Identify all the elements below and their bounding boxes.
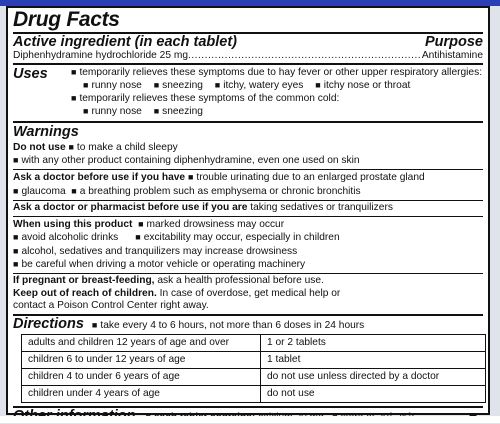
bullet-icon: ■ [91, 320, 98, 331]
bullet-icon: ■ [135, 232, 141, 243]
bullet-icon: ■ [13, 154, 19, 165]
table-cell-age: children under 4 years of age [22, 385, 261, 402]
symptom: runny nose [91, 79, 142, 91]
table-row [22, 385, 486, 402]
bullet-icon: ■ [315, 79, 321, 90]
symptom: sneezing [162, 79, 203, 91]
when-using-4: alcohol, sedatives and tranquilizers may increase drowsiness [21, 245, 298, 257]
table-cell-dose: 1 or 2 tablets [261, 334, 486, 351]
ask-pharmacist-text: taking sedatives or tranquilizers [250, 201, 393, 213]
directions-intro: take every 4 to 6 hours, not more than 6 doses in 24 hours [100, 320, 365, 332]
bullet-icon: ■ [13, 245, 19, 256]
bullet-icon: ■ [13, 232, 19, 243]
pregnancy-text: ask a health professional before use. [157, 275, 324, 287]
divider [13, 121, 483, 123]
table-row [22, 351, 486, 368]
drug-facts-title: Drug Facts [13, 8, 120, 31]
when-using-3: excitability may occur, especially in children [143, 232, 340, 244]
table-row [22, 334, 486, 351]
table-cell-dose: do not use unless directed by a doctor [261, 368, 486, 385]
ask-pharmacist-block [13, 201, 483, 216]
symptom: itchy nose or throat [323, 79, 411, 91]
bullet-icon: ■ [153, 79, 160, 90]
ask-doctor-2: glaucoma [21, 185, 66, 197]
bullet-icon: ■ [71, 66, 77, 77]
ask-doctor-label: Ask a doctor before use if you have [13, 172, 186, 184]
uses-intro-1: temporarily relieves these symptoms due to hay fever or other upper respiratory allergies: [79, 66, 483, 78]
directions-heading: Directions [13, 316, 84, 333]
bullet-icon: ■ [187, 172, 194, 183]
ask-doctor-block [13, 170, 483, 200]
active-ingredient-section [13, 34, 483, 63]
warnings-heading: Warnings [13, 123, 79, 140]
uses-intro-2: temporarily relieves these symptoms of the common cold: [79, 93, 340, 105]
table-cell-dose: 1 tablet [261, 351, 486, 368]
bullet-icon: ■ [68, 141, 74, 152]
keep-out-label: Keep out of reach of children. [13, 287, 157, 299]
uses-heading: Uses [13, 65, 48, 82]
directions-table [21, 334, 486, 403]
pregnancy-block [13, 274, 483, 314]
uses-section [13, 65, 483, 119]
table-cell-age: children 4 to under 6 years of age [22, 368, 261, 385]
when-using-2: avoid alcoholic drinks [21, 232, 119, 244]
bottom-strip [0, 416, 500, 423]
when-using-label: When using this product [13, 219, 133, 231]
do-not-use-2: with any other product containing diphenhydramine, even one used on skin [21, 154, 360, 166]
table-row [22, 368, 486, 385]
pregnancy-label: If pregnant or breast-feeding, [13, 275, 155, 287]
symptom: runny nose [91, 106, 142, 118]
when-using-block [13, 217, 483, 273]
bullet-icon: ■ [13, 259, 19, 270]
do-not-use-block [13, 140, 483, 170]
bullet-icon: ■ [71, 93, 77, 104]
active-ingredient-heading: Active ingredient (in each tablet) [13, 34, 237, 50]
table-cell-age: adults and children 12 years of age and over [22, 334, 261, 351]
symptom: sneezing [162, 106, 203, 118]
bullet-icon: ■ [153, 106, 160, 117]
directions-section [13, 316, 483, 402]
do-not-use-label: Do not use [13, 141, 66, 153]
leader-dots [188, 50, 422, 63]
bullet-icon: ■ [214, 79, 221, 90]
table-cell-dose: do not use [261, 385, 486, 402]
symptom: itchy, watery eyes [223, 79, 304, 91]
bullet-icon: ■ [138, 219, 144, 230]
bullet-icon: ■ [13, 185, 19, 196]
when-using-5: be careful when driving a motor vehicle or operating machinery [21, 259, 306, 271]
drug-facts-panel [6, 6, 490, 415]
bullet-icon: ■ [83, 106, 89, 117]
ask-doctor-1: trouble urinating due to an enlarged prostate gland [196, 172, 425, 184]
ask-pharmacist-label: Ask a doctor or pharmacist before use if you are [13, 201, 248, 213]
bullet-icon: ■ [83, 79, 89, 90]
ask-doctor-3: a breathing problem such as emphysema or chronic bronchitis [79, 185, 361, 197]
table-cell-age: children 6 to under 12 years of age [22, 351, 261, 368]
purpose-heading: Purpose [424, 34, 483, 50]
ingredient-name: Diphenhydramine hydrochloride 25 mg [13, 50, 188, 61]
when-using-1: marked drowsiness may occur [146, 219, 285, 231]
do-not-use-1: to make a child sleepy [76, 141, 178, 153]
ingredient-line [13, 50, 483, 63]
bullet-icon: ■ [71, 185, 77, 196]
keep-out-text: In case of overdose, get medical help or contact a Poison Control Center right away. [13, 287, 341, 311]
ingredient-purpose: Antihistamine [421, 50, 483, 61]
